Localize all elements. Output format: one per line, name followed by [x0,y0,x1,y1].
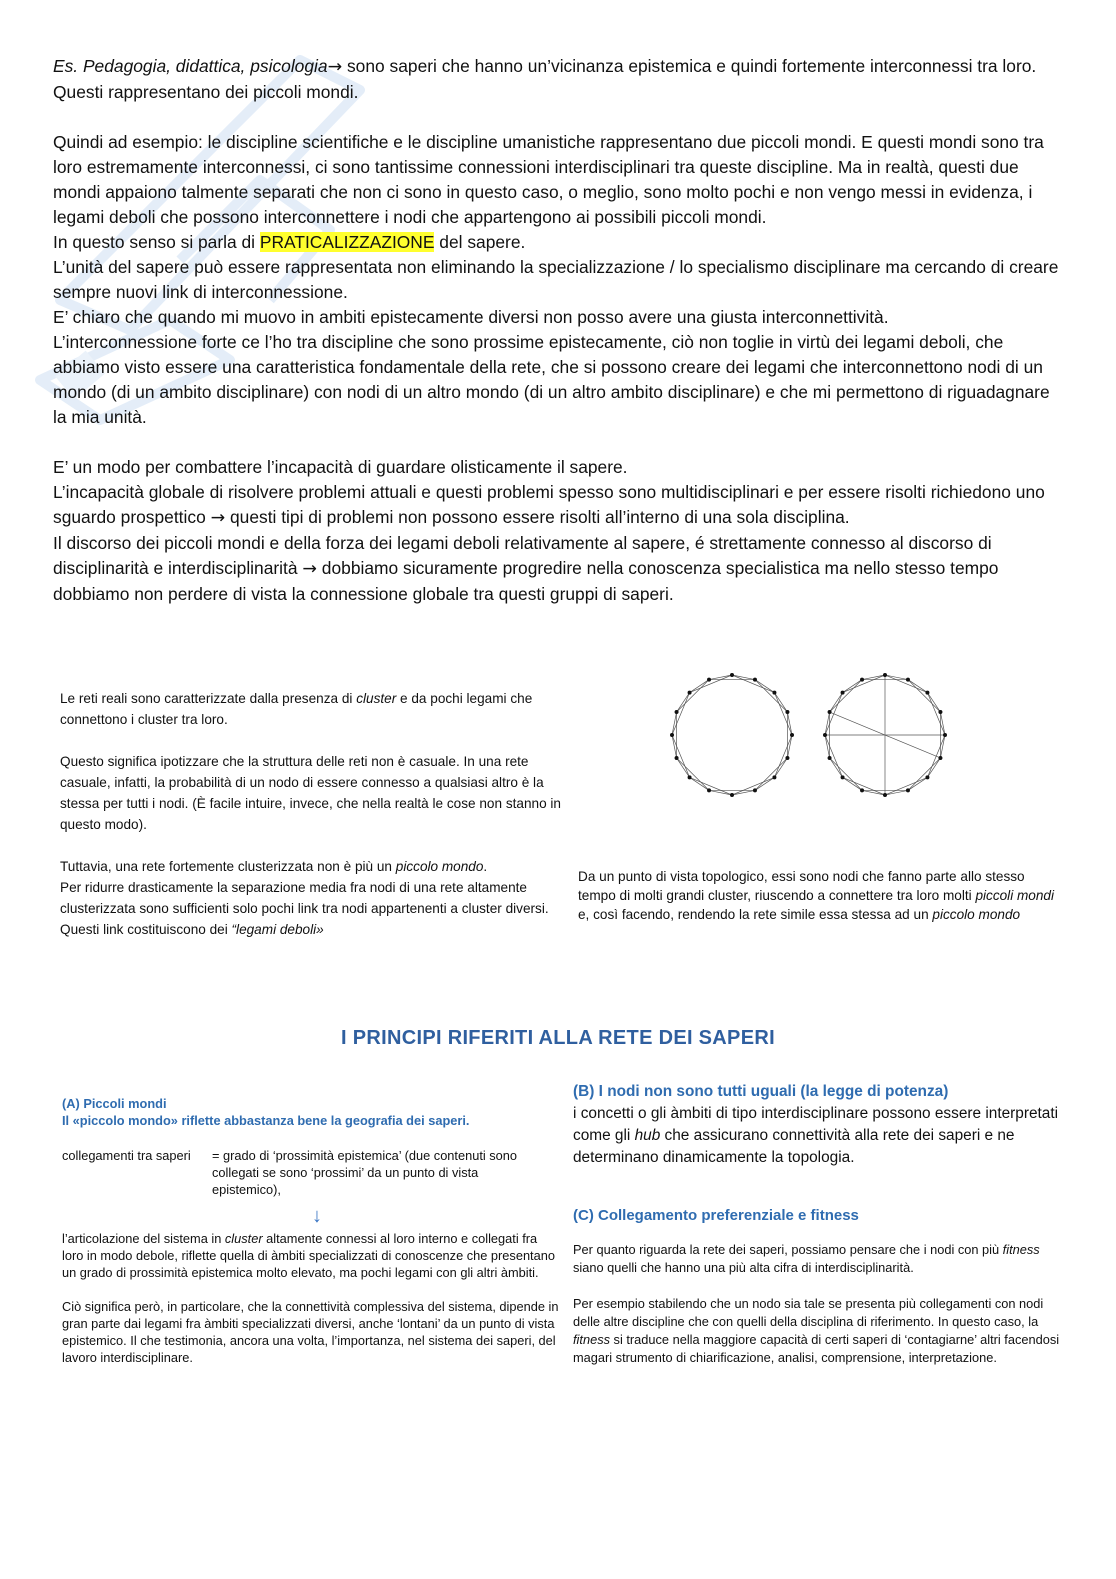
text-span: del sapere. [434,232,526,252]
regular-ring-graph [670,673,794,797]
graph-node [828,710,832,714]
arrow-icon: → [210,508,226,528]
principle-a-para1 [62,1230,562,1281]
graph-edge [732,675,755,680]
graph-node [943,733,947,737]
graph-edge [825,712,830,735]
main-text [53,54,1063,607]
graph-edge [885,675,927,693]
graph-node [938,710,942,714]
graph-edge [830,680,862,712]
graph-node [707,788,711,792]
graph-edge [677,680,709,712]
text-span: che assicurano connettività alla rete dei saperi e ne determinano dinamicamente la topologia. [573,1127,1015,1166]
paragraph-praticalizzazione [53,230,1063,255]
graph-node [790,733,794,737]
graph-node [841,775,845,779]
principle-a-heading: (A) Piccoli mondi [62,1096,167,1111]
text-span: questi tipi di problemi non possono essere risolti all’interno di una sola disciplina. [225,507,850,527]
graph-edge [690,777,732,795]
text-span: Per quanto riguarda la rete dei saperi, possiamo pensare che i nodi con più [573,1242,1003,1257]
graph-edge [672,712,677,735]
highlight-praticalizzazione: PRATICALIZZAZIONE [259,232,435,252]
fig-line-random: Questo significa ipotizzare che la struttura delle reti non è casuale. In una rete casuale, infatti, la probabilità di un nodo di essere connesso a qualsiasi altro è la stessa per tutti i nodi. (È facile intuire, invece, che nella realtà le cose non stanno in questo modo). [60,754,561,832]
graph-edge [830,758,862,790]
collegamenti-label: collegamenti tra saperi [62,1148,191,1163]
text-span: In questo senso si parla di [53,232,260,252]
graph-edge [843,675,885,693]
graph-node [772,775,776,779]
text-span: siano quelli che hanno una più alta cifra di interdisciplinarità. [573,1260,914,1275]
text-span: cluster [224,1231,263,1246]
graph-edge [927,693,945,735]
principle-bc-column [573,1081,1063,1367]
figure-real-networks-text [60,688,570,940]
graph-edge [709,675,732,680]
graph-edge [732,790,755,795]
graph-edge [787,712,792,735]
graph-node [675,756,679,760]
graph-node [730,793,734,797]
principle-b-heading: (B) I nodi non sono tutti uguali (la legge di potenza) [573,1083,949,1100]
collegamenti-def: = grado di ‘prossimità epistemica’ (due contenuti sono collegati se sono ‘prossimi’ da un punto di vista epistemico), [212,1148,518,1197]
graph-edge [885,790,908,795]
graph-edge [940,735,945,758]
principle-a-column [62,1095,562,1366]
graph-edge [825,735,843,777]
text-span: piccolo mondo [932,907,1021,922]
graph-node [707,678,711,682]
text-span: i concetti o gli àmbiti di tipo interdisciplinare possono essere interpretati come gli [573,1105,1059,1144]
graph-edge [677,758,709,790]
graph-node [753,788,757,792]
text-span: dobbiamo sicuramente progredire nella conoscenza specialistica ma nello stesso tempo dobbiamo non perdere di vista la connessione globale tra questi gruppi di saperi. [53,558,999,604]
graph-node [753,678,757,682]
graph-node [925,691,929,695]
arrow-icon: → [327,57,343,77]
collegamenti-definition [62,1147,562,1198]
graph-node [688,691,692,695]
graph-node [772,691,776,695]
graph-edge [825,735,830,758]
graph-node [860,788,864,792]
principle-b-body [573,1103,1063,1169]
section-title: I PRINCIPI RIFERITI ALLA RETE DEI SAPERI [341,1027,775,1049]
fig-line-clustered [60,856,570,877]
text-span: e da pochi legami che connettono i cluster tra loro. [60,691,533,727]
graph-edge [774,693,792,735]
graph-edge [732,777,774,795]
principle-a-subheading: Il «piccolo mondo» riflette abbastanza bene la geografia dei saperi. [62,1113,470,1128]
graph-node [823,733,827,737]
graph-node [841,691,845,695]
text-span: si traduce nella maggiore capacità di certi saperi di ‘contagiarne’ altri facendosi magari strumento di chiarificazione, analisi, comprensione, interpretazione. [573,1332,1060,1365]
graph-node [785,756,789,760]
graph-node [860,678,864,682]
graph-edge [709,790,732,795]
down-arrow-icon: ↓ [312,1205,322,1227]
paragraph-small-worlds-discourse [53,531,1063,607]
fig-line-weak-ties [60,877,570,940]
paragraph-strong-interconnection: L’interconnessione forte ce l’ho tra discipline che sono prossime epistecamente, ciò non toglie in virtù dei legami deboli, che abbiamo visto essere una caratteristica fondamentale della rete, che si possono creare dei legami che interconnettono nodi di un mondo (di un ambito disciplinare) con nodi di un altro mondo (di un altro ambito disciplinare) e che mi permettono di riguadagnare la mia unità. [53,332,1050,427]
intro-rest: sono saperi che hanno un’vicinanza epistemica e quindi fortemente interconnessi tra loro. Questi rappresentano dei piccoli mondi. [53,56,1037,102]
graph-node [938,756,942,760]
graph-node [925,775,929,779]
text-span: l’articolazione del sistema in [62,1231,225,1246]
arrow-icon: → [302,559,317,579]
text-span: fitness [573,1332,610,1347]
text-span: Le reti reali sono caratterizzate dalla presenza di [60,691,357,706]
example-disciplines: Es. Pedagogia, didattica, psicologia [53,56,328,76]
graph-edge [732,675,774,693]
text-span: piccolo mondo [395,859,484,874]
paragraph-holistic: E’ un modo per combattere l’incapacità di guardare olisticamente il sapere. [53,457,628,477]
text-span: L’incapacità globale di risolvere problemi attuali e questi problemi spesso sono multidisciplinari e per essere risolti richiedono uno sguardo prospettico [53,482,1045,527]
text-span: Per esempio stabilendo che un nodo sia tale se presenta più collegamenti con nodi delle altre discipline che con quelli della disciplina di riferimento. In questo caso, la [573,1296,1044,1329]
text-span: Per ridurre drasticamente la separazione media fra nodi di una rete altamente clusterizzata sono sufficienti solo pochi link tra nodi appartenenti a cluster diversi. Questi link costituiscono dei [60,880,549,937]
graph-node [730,673,734,677]
graph-node [906,788,910,792]
graph-node [828,756,832,760]
paragraph-two-worlds: Quindi ad esempio: le discipline scientifiche e le discipline umanistiche rappresentano due piccoli mondi. E questi mondi sono tra loro estremamente interconnessi, ci sono tantissime connessioni interdisciplinari tra queste discipline. Ma in realtà, questi due mondi appaiono talmente separati che non ci sono in questo caso, o meglio, sono molto pochi e non vengo messi in evidenza, i legami deboli che possono interconnettere i nodi che appartengono ai possibili piccoli mondi. [53,132,1044,227]
paragraph-epistemic-distance: E’ chiaro che quando mi muovo in ambiti epistecamente diversi non posso avere una giusta interconnettività. [53,307,889,327]
graph-node [688,775,692,779]
graph-edge [862,790,885,795]
graph-edge [672,735,690,777]
text-span: cluster [356,691,397,706]
network-diagrams [660,660,970,810]
graph-node [883,673,887,677]
small-world-ring-graph [823,673,947,797]
figure-topology-text [578,867,1058,924]
text-span: “legami deboli» [231,922,324,937]
graph-edge [908,758,940,790]
text-span: e, così facendo, rendendo la rete simile essa stessa ad un [578,907,933,922]
graph-edge [940,712,945,735]
principle-c-body1 [573,1241,1063,1277]
text-span: fitness [1002,1242,1040,1257]
fig-line-clusters [60,688,570,730]
graph-node [785,710,789,714]
graph-edge [862,675,885,680]
text-span: . [483,859,488,874]
paragraph-global-incapacity [53,480,1063,531]
graph-node [675,710,679,714]
graph-edge [843,777,885,795]
principle-c-heading: (C) Collegamento preferenziale e fitness [573,1207,859,1224]
graph-node [883,793,887,797]
graph-edge [885,675,908,680]
graph-edge [774,735,792,777]
text-span: Il discorso dei piccoli mondi e della forza dei legami deboli relativamente al sapere, é strettamente connesso al discorso di disciplinarità e interdisciplinarità [53,533,992,578]
text-span: altamente connessi al loro interno e collegati fra loro in modo debole, riflette quella di àmbiti specializzati di conoscenze che presentano un grado di prossimità epistemica molto elevato, ma pochi legami con gli altri àmbiti. [62,1231,555,1280]
principle-a-para2: Ciò significa però, in particolare, che la connettività complessiva del sistema, dipende in gran parte dai legami fra àmbiti specializzati diversi, anche ‘lontani’ da un punto di vista epistemico. Il che testimonia, ancora una volta, l’importanza, nel sistema dei saperi, del lavoro interdisciplinare. [62,1299,559,1365]
paragraph-intro [53,54,1063,105]
text-span: hub [634,1127,661,1144]
graph-edge [885,777,927,795]
paragraph-unity: L’unità del sapere può essere rappresentata non eliminando la specializzazione / lo specialismo disciplinare ma cercando di creare sempre nuovi link di interconnessione. [53,257,1059,302]
graph-node [670,733,674,737]
graph-edge [690,675,732,693]
text-span: piccoli mondi [975,888,1055,903]
graph-edge [755,758,787,790]
graph-edge [672,735,677,758]
text-span: Da un punto di vista topologico, essi sono nodi che fanno parte allo stesso tempo di molti grandi cluster, riuscendo a connettere tra loro molti [578,869,1025,903]
text-span: Tuttavia, una rete fortemente clusterizzata non è più un [60,859,396,874]
graph-edge [787,735,792,758]
graph-node [906,678,910,682]
principle-c-body2 [573,1295,1063,1367]
graph-edge [755,680,787,712]
graph-edge [672,693,690,735]
graph-edge [908,680,940,712]
